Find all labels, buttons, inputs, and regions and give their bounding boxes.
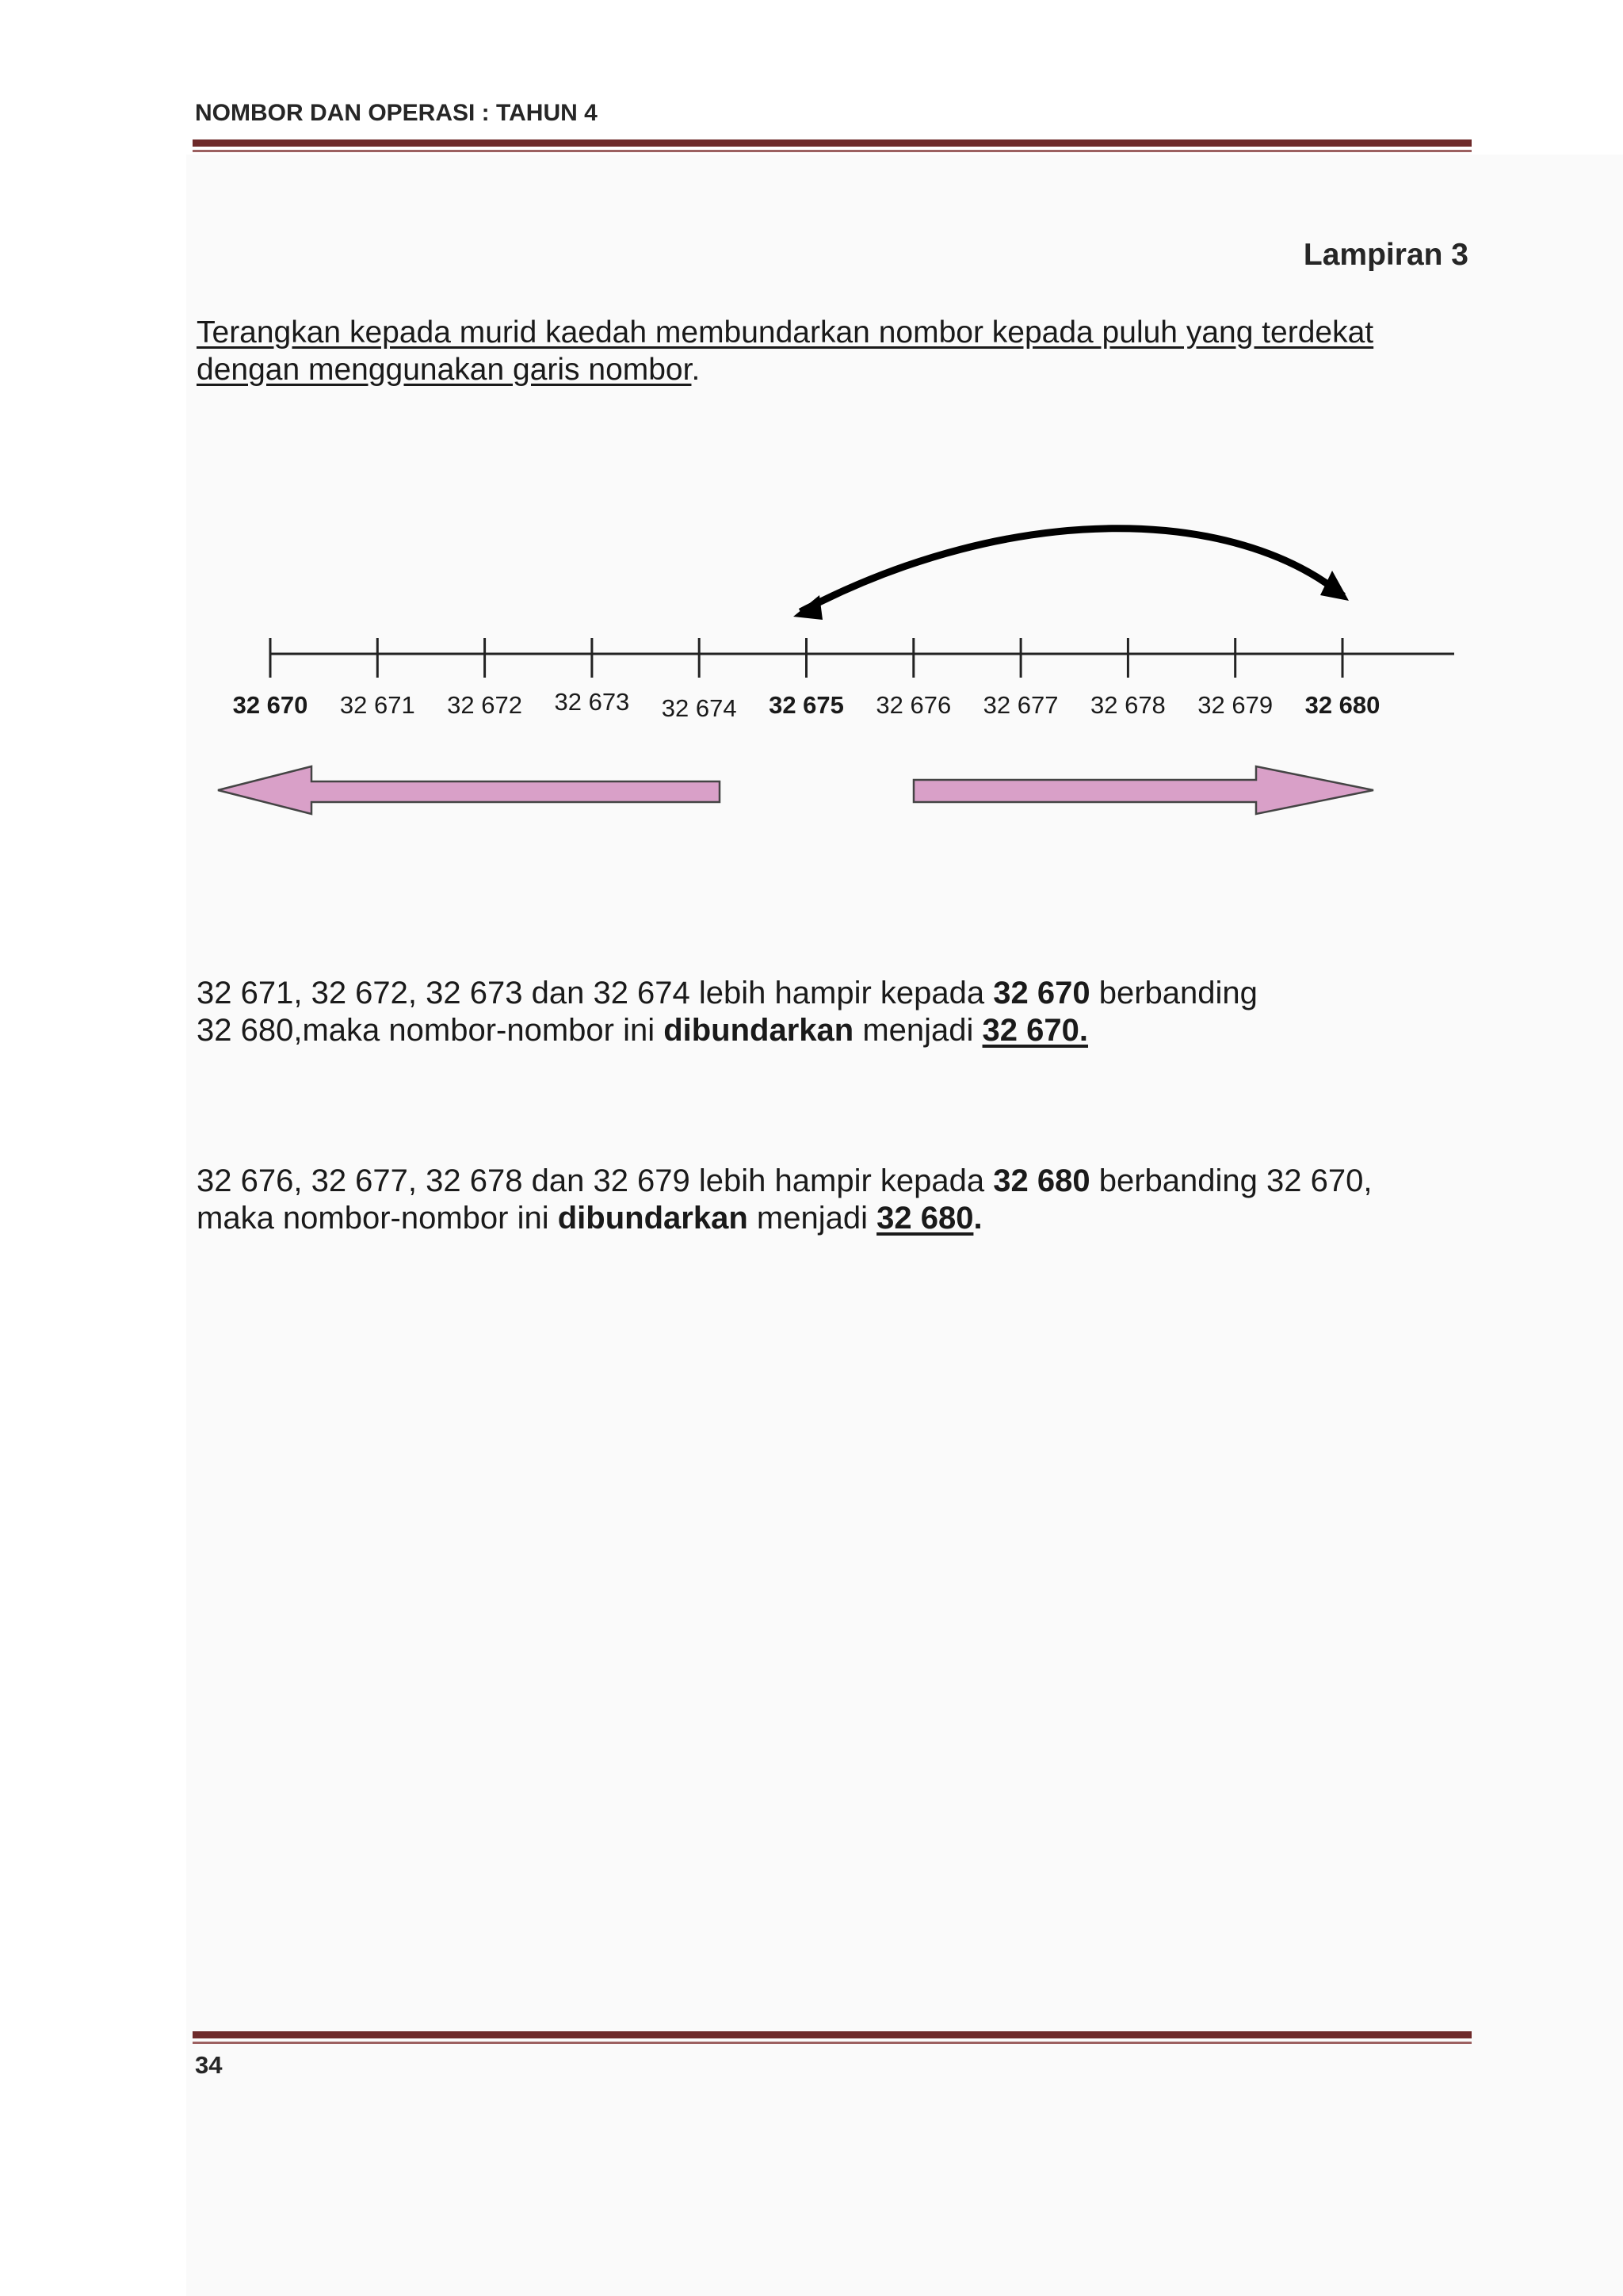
para2-line2-mid: menjadi xyxy=(747,1201,877,1236)
number-line-label: 32 670 xyxy=(232,691,308,719)
para2-result: 32 680 xyxy=(876,1201,974,1236)
curved-arrow-head-left xyxy=(793,595,823,620)
instruction-line-2: dengan menggunakan garis nombor xyxy=(197,353,692,387)
number-line-label: 32 676 xyxy=(876,691,952,719)
number-line-label: 32 673 xyxy=(554,688,630,716)
curved-jump-arrow xyxy=(800,529,1343,612)
page-number: 34 xyxy=(195,2051,223,2079)
para1-bold-number: 32 670 xyxy=(993,976,1090,1010)
para2-line1-text: 32 676, 32 677, 32 678 dan 32 679 lebih hampir kepada xyxy=(197,1163,994,1198)
instruction-line-1: Terangkan kepada murid kaedah membundarkan nombor kepada puluh yang terdekat xyxy=(197,315,1374,350)
para1-line1-text: 32 671, 32 672, 32 673 dan 32 674 lebih hampir kepada xyxy=(197,976,994,1010)
left-pink-arrow xyxy=(218,766,720,814)
para1-line1-end: berbanding xyxy=(1090,976,1258,1010)
number-line-label: 32 680 xyxy=(1304,691,1381,719)
number-line-label: 32 671 xyxy=(339,691,415,719)
paragraph-2 xyxy=(197,1163,1372,1237)
number-line-label: 32 677 xyxy=(983,691,1059,719)
number-line-label: 32 674 xyxy=(661,694,737,722)
paragraph-1 xyxy=(197,975,1258,1049)
para2-bold-word: dibundarkan xyxy=(557,1201,748,1236)
footer-rule xyxy=(193,2031,1472,2044)
number-line-ticks xyxy=(270,638,1342,678)
para2-line2-text: maka nombor-nombor ini xyxy=(197,1201,558,1236)
number-line-labels xyxy=(233,688,1381,722)
para1-line2-mid: menjadi xyxy=(854,1013,983,1048)
para2-line1-end: berbanding 32 670, xyxy=(1090,1163,1373,1198)
para2-end-punct: . xyxy=(973,1201,983,1236)
number-line-diagram xyxy=(0,0,1623,872)
para2-bold-number: 32 680 xyxy=(993,1163,1090,1198)
para1-bold-word: dibundarkan xyxy=(663,1013,854,1048)
number-line-label: 32 675 xyxy=(769,691,844,719)
header-title: NOMBOR DAN OPERASI : TAHUN 4 xyxy=(195,100,598,126)
para1-result: 32 670. xyxy=(982,1013,1089,1048)
number-line-label: 32 679 xyxy=(1197,691,1274,719)
right-pink-arrow xyxy=(914,766,1373,814)
para1-line2-text: 32 680,maka nombor-nombor ini xyxy=(197,1013,664,1048)
number-line-label: 32 672 xyxy=(447,691,523,719)
number-line-label: 32 678 xyxy=(1090,691,1166,719)
instruction-end-punct: . xyxy=(691,353,701,387)
appendix-label: Lampiran 3 xyxy=(1303,238,1468,272)
